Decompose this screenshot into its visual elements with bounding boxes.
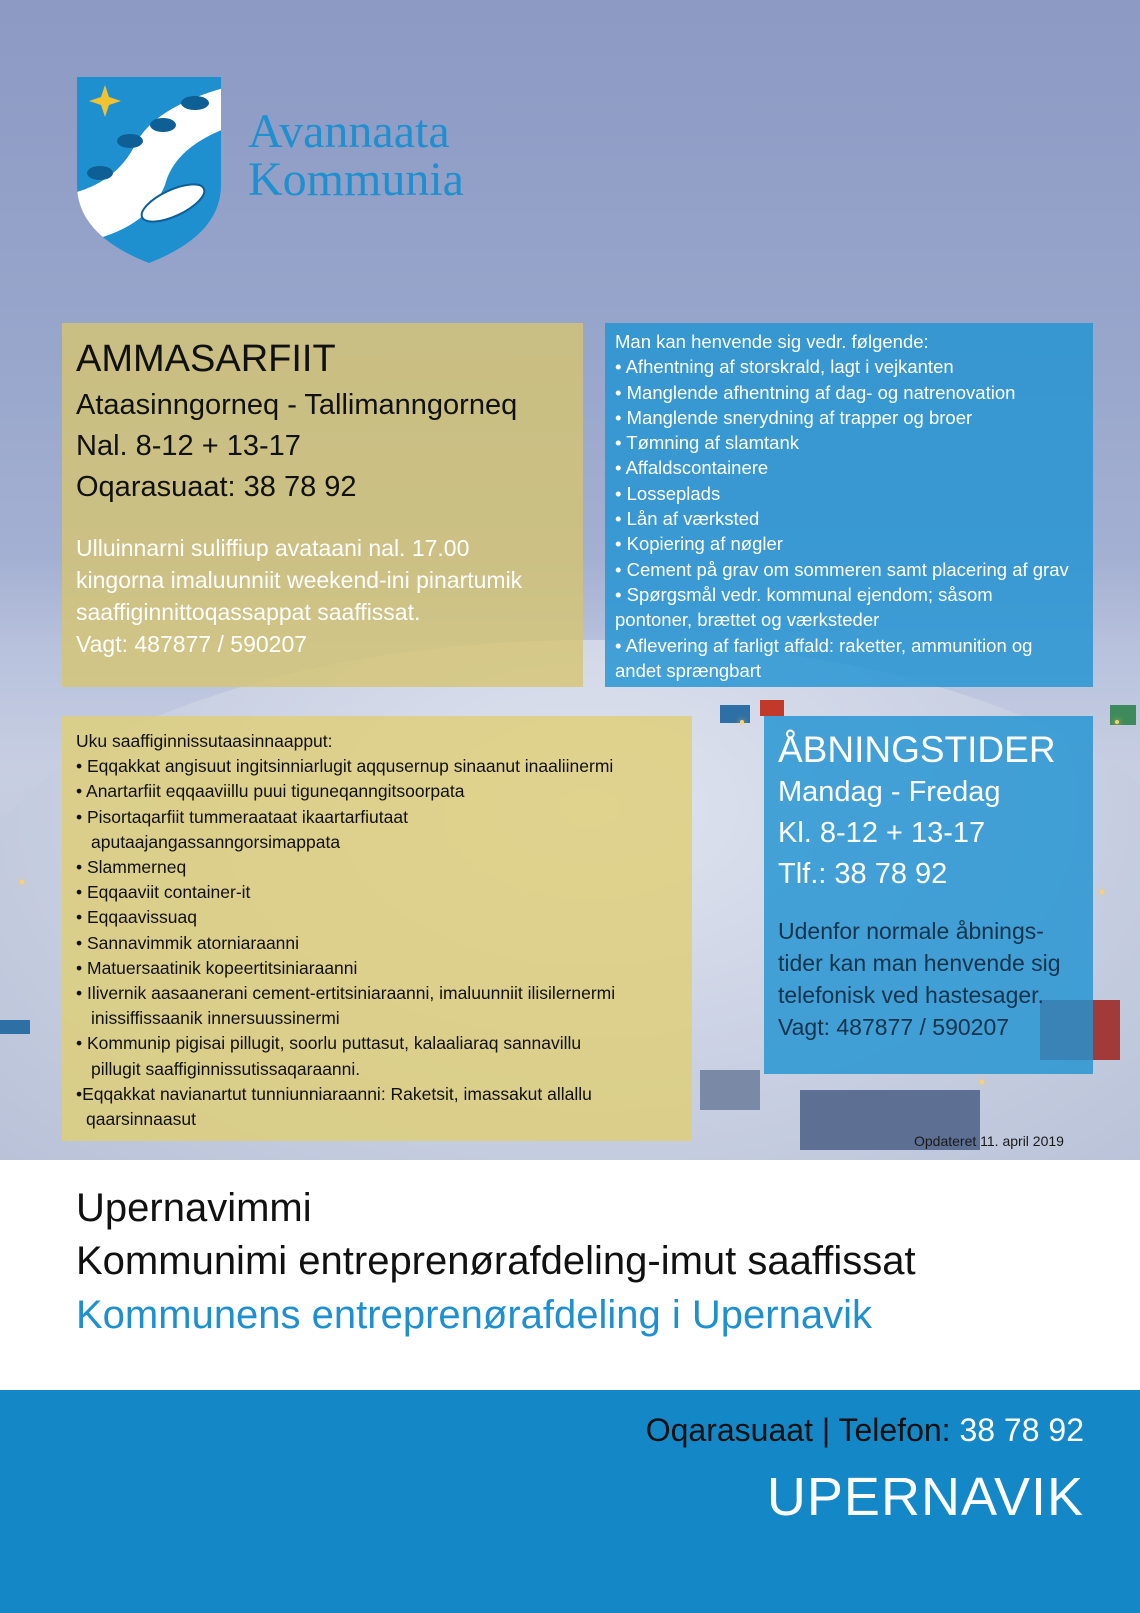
list-item: • Matuersaatinik kopeertitsiniaraanni: [76, 957, 358, 978]
text-line: saaffiginnittoqassappat saaffissat.: [76, 599, 421, 625]
list-item: • Eqqaavissuaq: [76, 907, 197, 928]
list-item: • Ilivernik aasaanerani cement-ertitsiniaraanni, imaluunniit ilisilernermi: [76, 983, 616, 1004]
text-line: kingorna imaluunniit weekend-ini pinartumik: [76, 567, 523, 593]
list-item: • Eqqaaviit container-it: [76, 882, 251, 903]
services-greenlandic-panel: [62, 716, 692, 1141]
list-item: • Spørgsmål vedr. kommunal ejendom; såsom: [615, 583, 993, 605]
list-item: • Lån af værksted: [615, 508, 760, 530]
phone-label: Oqarasuaat | Telefon:: [645, 1412, 951, 1448]
title-block: [76, 1182, 916, 1342]
text-line: Vagt: 487877 / 590207: [778, 1014, 1010, 1040]
list-item: • Anartarfiit eqqaaviillu puui tiguneqanngitsoorpata: [76, 781, 465, 802]
text-line: Ulluinnarni suliffiup avataani nal. 17.00: [76, 535, 470, 561]
list-item: • Tømning af slamtank: [615, 432, 800, 454]
window-light: [980, 1080, 984, 1084]
house: [720, 705, 750, 723]
text-line: Vagt: 487877 / 590207: [76, 631, 308, 657]
window-light: [20, 880, 24, 884]
list-item: aputaajangassanngorsimappata: [91, 831, 341, 852]
list-item: qaarsinnaasut: [86, 1109, 196, 1130]
list-item: • Aflevering af farligt affald: raketter, ammunition og: [615, 634, 1033, 656]
municipality-name: [248, 105, 464, 206]
title-line-3: Kommunens entreprenørafdeling i Upernavik: [76, 1293, 872, 1337]
title-line-1: Upernavimmi: [76, 1186, 312, 1230]
phone-number: 38 78 92: [959, 1412, 1084, 1448]
list-item: • Manglende afhentning af dag- og natrenovation: [615, 381, 1016, 403]
days-text: Ataasinngorneq - Tallimanngorneq: [76, 389, 518, 421]
town-name: UPERNAVIK: [766, 1467, 1084, 1527]
footer-phone: [646, 1412, 1084, 1449]
list-item: •Eqqakkat navianartut tunniunniaraanni: Raketsit, imassakut allallu: [76, 1083, 592, 1104]
text-line: telefonisk ved hastesager.: [778, 982, 1044, 1008]
list-item: inissiffissaanik innersuussinermi: [91, 1008, 340, 1029]
services-danish-panel: [605, 323, 1093, 687]
house: [700, 1070, 760, 1110]
house: [1110, 705, 1136, 725]
list-item: • Losseplads: [615, 482, 721, 504]
list-item: • Slammerneq: [76, 857, 187, 878]
list-item: • Cement på grav om sommeren samt placering af grav: [615, 558, 1069, 580]
list-item: • Manglende snerydning af trapper og broer: [615, 406, 973, 428]
list-item: Uku saaffiginnissutaasinnaapput:: [76, 731, 333, 751]
list-item: • Affaldscontainere: [615, 457, 769, 479]
hours-text: Kl. 8-12 + 13-17: [778, 817, 986, 849]
list-item: • Kopiering af nøgler: [615, 533, 783, 555]
updated-date: Opdateret 11. april 2019: [914, 1133, 1064, 1149]
list-item: andet sprængbart: [615, 659, 762, 681]
opening-hours-greenlandic-panel: [62, 323, 583, 687]
house: [0, 1020, 30, 1034]
window-light: [1115, 720, 1119, 724]
list-item: • Afhentning af storskrald, lagt i vejkanten: [615, 356, 954, 378]
list-item: • Pisortaqarfiit tummeraataat ikaartarfiutaat: [76, 806, 408, 827]
text-line: Udenfor normale åbnings-: [778, 918, 1044, 944]
phone-text: Oqarasuaat: 38 78 92: [76, 471, 357, 503]
window-light: [740, 720, 744, 724]
footer-band: [0, 1390, 1140, 1613]
window-light: [1100, 890, 1104, 894]
list-item: • Eqqakkat angisuut ingitsinniarlugit aqqusernup sinaanut inaaliinermi: [76, 756, 614, 777]
logo-line-1: Avannaata: [248, 105, 450, 158]
panel-heading: ÅBNINGSTIDER: [778, 729, 1056, 770]
list-item: • Sannavimmik atorniaraanni: [76, 932, 300, 953]
days-text: Mandag - Fredag: [778, 776, 1001, 808]
hours-text: Nal. 8-12 + 13-17: [76, 430, 301, 462]
list-item: Man kan henvende sig vedr. følgende:: [615, 331, 929, 352]
panel-heading: AMMASARFIIT: [76, 338, 336, 380]
list-item: pontoner, brættet og værksteder: [615, 609, 880, 631]
coat-of-arms-logo: [75, 75, 223, 265]
logo-line-2: Kommunia: [248, 153, 464, 206]
after-hours-text: [76, 532, 569, 660]
list-item: pillugit saaffiginnissutissaqaraanni.: [91, 1058, 361, 1079]
after-hours-note: [778, 915, 1079, 1043]
list-item: • Kommunip pigisai pillugit, soorlu puttasut, kalaaliaraq sannavillu: [76, 1033, 582, 1054]
opening-hours-danish-panel: [764, 716, 1093, 1074]
title-line-2: Kommunimi entreprenørafdeling-imut saaffissat: [76, 1239, 916, 1283]
text-line: tider kan man henvende sig: [778, 950, 1061, 976]
house: [760, 700, 784, 716]
phone-text: Tlf.: 38 78 92: [778, 858, 948, 890]
